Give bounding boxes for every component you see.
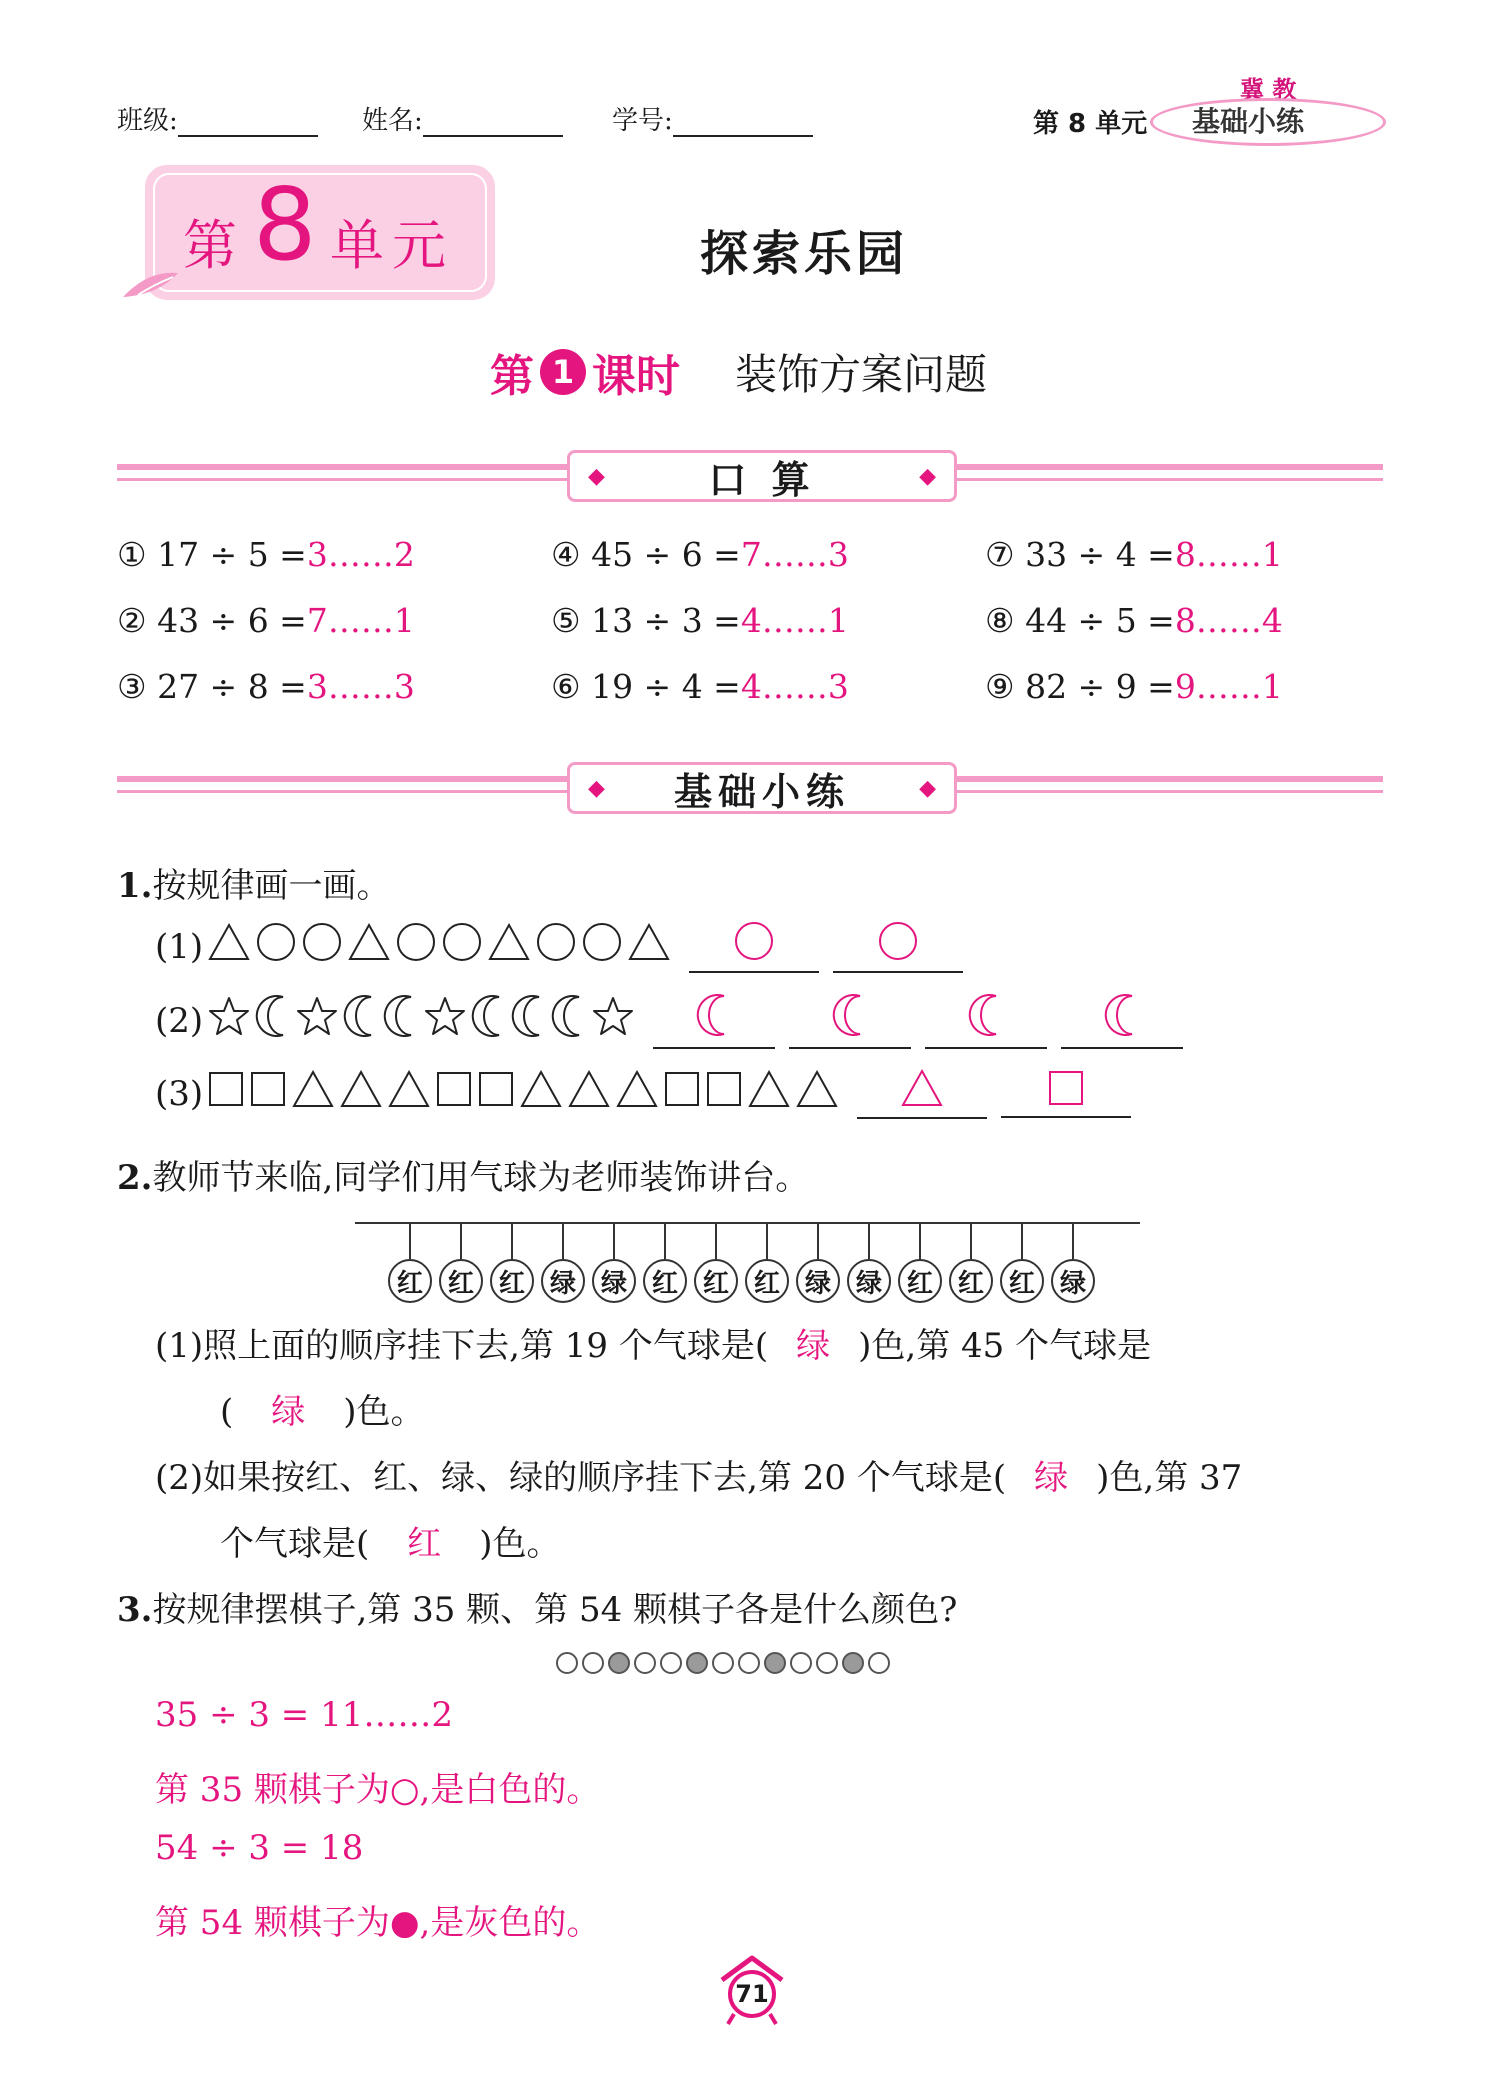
q2-number: 2. (117, 1158, 153, 1198)
header-unit: 第 8 单元 (1033, 109, 1148, 139)
triangle-icon (207, 922, 251, 971)
oral-calc-answer: 4……3 (740, 667, 849, 706)
gray-piece-icon (764, 1652, 786, 1674)
square-icon (207, 1070, 245, 1117)
q1-text: 按规律画一画。 (152, 866, 391, 906)
triangle-icon (747, 1069, 791, 1118)
q2-p1-text-a: (1)照上面的顺序挂下去,第 19 个气球是( (155, 1326, 769, 1366)
white-piece-icon (712, 1652, 734, 1674)
oral-calc-item (551, 535, 849, 574)
answer-circle-icon[interactable] (689, 920, 819, 973)
balloon-label: 红 (643, 1259, 687, 1303)
chess-pieces (556, 1652, 894, 1674)
q3-solution-2: 第 35 颗棋子为○,是白色的。 (155, 1770, 601, 1810)
oral-calc-answer: 3……2 (306, 535, 415, 574)
answer-moon-icon[interactable] (925, 992, 1047, 1049)
lesson-suffix: 课时 (592, 351, 680, 402)
star-icon (295, 995, 339, 1046)
oral-calc-expr: 43 ÷ 6 = (157, 601, 307, 640)
triangle-icon (615, 1069, 659, 1118)
id-blank[interactable] (673, 105, 813, 137)
leaf-icon (118, 265, 188, 305)
balloon-label: 绿 (541, 1259, 585, 1303)
oral-calc-answer: 7……1 (306, 601, 415, 640)
unit-badge-number: 8 (253, 166, 317, 283)
oral-calc-number: ⑥ (551, 667, 592, 706)
unit-badge (145, 165, 495, 300)
triangle-icon (627, 922, 671, 971)
name-field (362, 100, 563, 137)
moon-icon (255, 993, 291, 1048)
diamond-icon: ◆ (919, 463, 936, 489)
triangle-icon (487, 922, 531, 971)
balloon (439, 1223, 483, 1303)
q2-p1-text-b: )色,第 45 个气球是 (858, 1326, 1152, 1366)
circle-icon (535, 921, 577, 972)
balloon-label: 红 (490, 1259, 534, 1303)
q3-solution-1: 35 ÷ 3 = 11……2 (155, 1695, 453, 1735)
q2-part1-line2 (220, 1384, 425, 1433)
brand-top: 冀 教 (1240, 75, 1297, 104)
lesson-title: 装饰方案问题 (735, 350, 988, 399)
oral-calc-number: ⑤ (551, 601, 592, 640)
lesson-prefix: 第 (490, 351, 534, 402)
oral-calc-expr: 33 ÷ 4 = (1025, 535, 1175, 574)
white-piece-icon (868, 1652, 890, 1674)
answer-moon-icon[interactable] (1061, 992, 1183, 1049)
balloon-label: 绿 (592, 1259, 636, 1303)
triangle-icon (519, 1069, 563, 1118)
white-piece-icon (738, 1652, 760, 1674)
q2-p2-answer1: 绿 (1034, 1458, 1069, 1498)
balloon-row (388, 1223, 1095, 1303)
oral-calc-expr: 27 ÷ 8 = (157, 667, 307, 706)
balloon (490, 1223, 534, 1303)
section-practice-title: 基础小练 (673, 769, 850, 814)
oral-calc-item (985, 667, 1283, 706)
oral-calc-item (551, 601, 849, 640)
triangle-icon (387, 1069, 431, 1118)
unit-badge-prefix: 第 (183, 214, 237, 277)
unit-title: 探索乐园 (700, 226, 909, 282)
circle-icon (395, 921, 437, 972)
oral-calc-answer: 7……3 (740, 535, 849, 574)
oral-calc-item (551, 667, 849, 706)
q2 (117, 1150, 809, 1199)
white-piece-icon (660, 1652, 682, 1674)
triangle-icon (339, 1069, 383, 1118)
oral-calc-expr: 45 ÷ 6 = (591, 535, 741, 574)
balloon (745, 1223, 789, 1303)
balloon (1051, 1223, 1095, 1303)
white-piece-icon (582, 1652, 604, 1674)
q2-part1 (155, 1318, 1151, 1367)
q1-number: 1. (117, 866, 153, 906)
q2-part2-line2 (220, 1516, 561, 1565)
circle-icon (301, 921, 343, 972)
circle-icon (255, 921, 297, 972)
gray-piece-icon (608, 1652, 630, 1674)
q1-row (155, 1068, 1131, 1119)
class-label: 班级: (117, 106, 178, 136)
moon-icon (511, 993, 547, 1048)
balloon-label: 红 (898, 1259, 942, 1303)
balloon (592, 1223, 636, 1303)
q2-p2-text-c: 个气球是( (220, 1524, 370, 1564)
moon-icon (383, 993, 419, 1048)
oral-calc-number: ⑨ (985, 667, 1026, 706)
q2-p1-answer2: 绿 (271, 1392, 306, 1432)
balloon (949, 1223, 993, 1303)
white-piece-icon (790, 1652, 812, 1674)
answer-moon-icon[interactable] (653, 992, 775, 1049)
q1-row-label: (2) (155, 1000, 204, 1041)
q3-solution-4: 第 54 颗棋子为●,是灰色的。 (155, 1903, 601, 1943)
q3-text: 按规律摆棋子,第 35 颗、第 54 颗棋子各是什么颜色? (152, 1590, 958, 1630)
oral-calc-number: ② (117, 601, 158, 640)
section-oral-title: 口 算 (708, 457, 816, 502)
oral-calc-number: ⑦ (985, 535, 1026, 574)
class-field (117, 100, 318, 137)
q2-part2 (155, 1450, 1242, 1499)
q2-text: 教师节来临,同学们用气球为老师装饰讲台。 (152, 1158, 810, 1198)
q3 (117, 1582, 957, 1631)
q2-p1-text-d: )色。 (343, 1392, 425, 1432)
star-icon (591, 995, 635, 1046)
star-icon (207, 995, 251, 1046)
oral-calc-answer: 3……3 (306, 667, 415, 706)
square-icon (435, 1070, 473, 1117)
gray-piece-icon (842, 1652, 864, 1674)
q2-p1-answer1: 绿 (796, 1326, 831, 1366)
moon-icon (551, 993, 587, 1048)
balloon-label: 红 (388, 1259, 432, 1303)
oral-calc-number: ④ (551, 535, 592, 574)
oral-calc-item (985, 601, 1283, 640)
oral-calc-expr: 13 ÷ 3 = (591, 601, 741, 640)
square-icon (477, 1070, 515, 1117)
balloon-label: 绿 (796, 1259, 840, 1303)
q2-p2-text-d: )色。 (479, 1524, 561, 1564)
section-oral (117, 450, 1383, 506)
oral-calc-answer: 8……4 (1174, 601, 1283, 640)
diamond-icon: ◆ (588, 463, 605, 489)
balloon (643, 1223, 687, 1303)
answer-square-icon[interactable] (1001, 1069, 1131, 1118)
balloon (847, 1223, 891, 1303)
lesson-label (490, 340, 680, 404)
balloon-label: 红 (439, 1259, 483, 1303)
class-blank[interactable] (178, 105, 318, 137)
oral-calc-answer: 8……1 (1174, 535, 1283, 574)
white-piece-icon (634, 1652, 656, 1674)
square-icon (249, 1070, 287, 1117)
q1-row-label: (1) (155, 926, 204, 967)
triangle-icon (291, 1069, 335, 1118)
balloon (1000, 1223, 1044, 1303)
q3-number: 3. (117, 1590, 153, 1630)
q1 (117, 858, 391, 907)
lesson-number: 1 (540, 349, 586, 395)
balloon-label: 红 (949, 1259, 993, 1303)
square-icon (663, 1070, 701, 1117)
moon-icon (343, 993, 379, 1048)
q2-p2-text-b: )色,第 37 (1096, 1458, 1243, 1498)
diamond-icon: ◆ (588, 775, 605, 801)
q2-p2-answer2: 红 (407, 1524, 442, 1564)
answer-moon-icon[interactable] (789, 992, 911, 1049)
star-icon (423, 995, 467, 1046)
triangle-icon (567, 1069, 611, 1118)
q3-solution-3: 54 ÷ 3 = 18 (155, 1828, 364, 1868)
brand-main: 基础小练 (1192, 105, 1305, 138)
oral-calc-expr: 17 ÷ 5 = (157, 535, 307, 574)
name-blank[interactable] (423, 105, 563, 137)
oral-calc-item (117, 535, 415, 574)
q2-p2-text-a: (2)如果按红、红、绿、绿的顺序挂下去,第 20 个气球是( (155, 1458, 1007, 1498)
oral-calc-item (985, 535, 1283, 574)
oral-calc-number: ③ (117, 667, 158, 706)
balloon-label: 红 (694, 1259, 738, 1303)
balloon (694, 1223, 738, 1303)
balloon-label: 绿 (847, 1259, 891, 1303)
oral-calc-number: ⑧ (985, 601, 1026, 640)
gray-piece-icon (686, 1652, 708, 1674)
moon-icon (471, 993, 507, 1048)
page-number: 71 (735, 1980, 769, 2008)
section-practice (117, 762, 1383, 818)
oral-calc-number: ① (117, 535, 158, 574)
oral-calc-item (117, 667, 415, 706)
balloon-label: 绿 (1051, 1259, 1095, 1303)
answer-triangle-icon[interactable] (857, 1068, 987, 1119)
circle-icon (581, 921, 623, 972)
balloon (898, 1223, 942, 1303)
oral-calc-item (117, 601, 415, 640)
id-label: 学号: (612, 106, 673, 136)
balloon-label: 红 (745, 1259, 789, 1303)
white-piece-icon (816, 1652, 838, 1674)
q2-p1-text-c: ( (220, 1392, 234, 1432)
q1-row-label: (3) (155, 1073, 204, 1114)
oral-calc-expr: 19 ÷ 4 = (591, 667, 741, 706)
white-piece-icon (556, 1652, 578, 1674)
oral-calc-expr: 82 ÷ 9 = (1025, 667, 1175, 706)
circle-icon (441, 921, 483, 972)
balloon (388, 1223, 432, 1303)
name-label: 姓名: (362, 106, 423, 136)
oral-calc-expr: 44 ÷ 5 = (1025, 601, 1175, 640)
triangle-icon (795, 1069, 839, 1118)
q1-row (155, 920, 963, 973)
diamond-icon: ◆ (919, 775, 936, 801)
oral-calc-answer: 9……1 (1174, 667, 1283, 706)
q1-row (155, 992, 1183, 1049)
id-field (612, 100, 813, 137)
square-icon (705, 1070, 743, 1117)
triangle-icon (347, 922, 391, 971)
balloon (541, 1223, 585, 1303)
balloon-label: 红 (1000, 1259, 1044, 1303)
oral-calc-answer: 4……1 (740, 601, 849, 640)
balloon (796, 1223, 840, 1303)
answer-circle-icon[interactable] (833, 920, 963, 973)
unit-badge-suffix: 单元 (330, 214, 454, 277)
